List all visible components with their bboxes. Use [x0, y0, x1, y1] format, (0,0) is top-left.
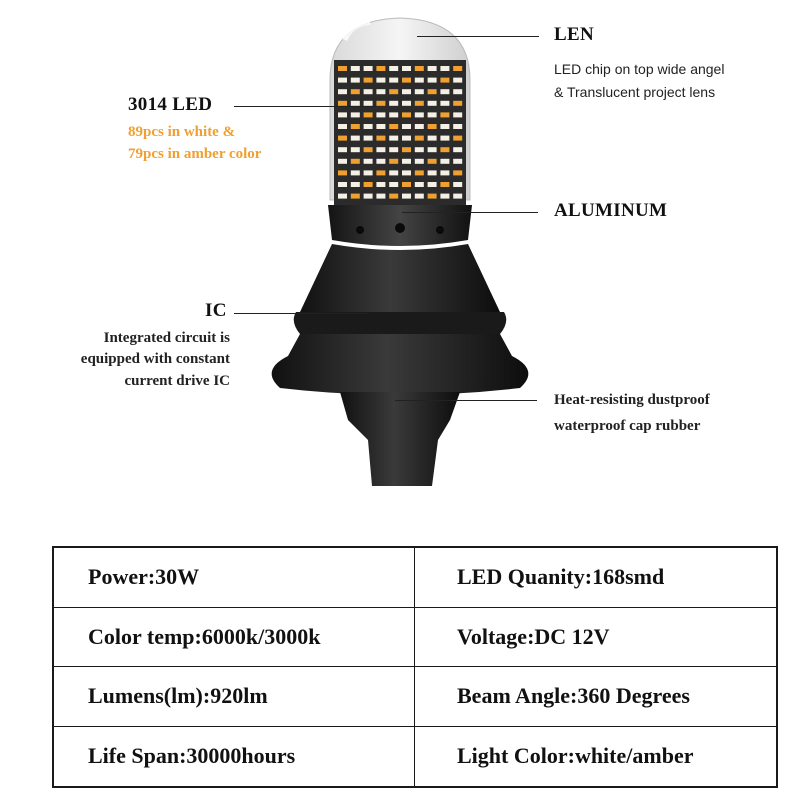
- led-chip: [428, 101, 437, 106]
- led-chip: [402, 112, 411, 117]
- led-chip: [351, 170, 360, 175]
- led-chip: [453, 136, 462, 141]
- led-chip: [402, 194, 411, 199]
- led-chip: [428, 159, 437, 164]
- spec-table: [52, 546, 778, 788]
- rubber-desc-line2: waterproof cap rubber: [554, 418, 701, 434]
- led-chip: [338, 159, 347, 164]
- led-chip: [428, 78, 437, 83]
- led-chip: [338, 78, 347, 83]
- led-chip: [364, 170, 373, 175]
- led-chip: [428, 112, 437, 117]
- led-chip: [440, 147, 449, 152]
- led-chip: [364, 147, 373, 152]
- led-chip: [338, 66, 347, 71]
- led-chip: [453, 66, 462, 71]
- led-chip: [415, 170, 424, 175]
- rubber-flange: [272, 334, 529, 395]
- led-chip: [440, 170, 449, 175]
- spec-color-temp: Color temp:6000k/3000k: [54, 608, 415, 668]
- len-desc-line1: LED chip on top wide angel: [554, 61, 725, 77]
- len-title: LEN: [554, 24, 594, 45]
- led-chip: [402, 89, 411, 94]
- led-chip: [364, 159, 373, 164]
- ic-desc-line2: equipped with constant: [80, 351, 230, 367]
- led-chip: [351, 112, 360, 117]
- led-chip: [389, 78, 398, 83]
- led-chip: [338, 136, 347, 141]
- led-title: 3014 LED: [128, 94, 213, 115]
- led-chip: [364, 66, 373, 71]
- rubber-ridge: [294, 312, 507, 334]
- rubber-cap-top: [300, 244, 500, 312]
- led-chip: [338, 89, 347, 94]
- led-chip: [351, 78, 360, 83]
- led-chip: [389, 147, 398, 152]
- led-chip: [440, 159, 449, 164]
- led-chip: [402, 182, 411, 187]
- led-chip: [389, 182, 398, 187]
- spec-beam-angle: Beam Angle:360 Degrees: [415, 667, 776, 727]
- led-chip: [415, 112, 424, 117]
- led-chip: [376, 194, 385, 199]
- led-chip: [364, 136, 373, 141]
- led-chip: [389, 136, 398, 141]
- spec-lumens: Lumens(lm):920lm: [54, 667, 415, 727]
- led-chip: [376, 136, 385, 141]
- led-chip: [428, 182, 437, 187]
- led-chip: [389, 66, 398, 71]
- led-chip: [376, 112, 385, 117]
- led-chip: [440, 182, 449, 187]
- rubber-desc-line1: Heat-resisting dustproof: [554, 392, 710, 408]
- led-chip: [402, 66, 411, 71]
- led-desc-line2: 79pcs in amber color: [128, 146, 262, 162]
- led-chip: [415, 89, 424, 94]
- led-chip: [440, 66, 449, 71]
- led-desc-line1: 89pcs in white &: [128, 124, 236, 140]
- led-chip: [389, 89, 398, 94]
- spec-led-quantity: LED Quanity:168smd: [415, 548, 776, 608]
- led-chip: [376, 78, 385, 83]
- led-chip: [364, 124, 373, 129]
- led-chip: [351, 194, 360, 199]
- led-chip: [428, 136, 437, 141]
- led-chip: [364, 78, 373, 83]
- led-chip: [376, 147, 385, 152]
- led-chip: [351, 147, 360, 152]
- ic-title: IC: [205, 300, 227, 321]
- led-chip: [351, 66, 360, 71]
- led-chip: [376, 89, 385, 94]
- spec-voltage: Voltage:DC 12V: [415, 608, 776, 668]
- led-chip: [351, 182, 360, 187]
- led-chip: [376, 124, 385, 129]
- led-chip: [389, 159, 398, 164]
- led-chip: [453, 78, 462, 83]
- led-chip: [389, 112, 398, 117]
- led-chip: [402, 101, 411, 106]
- led-chip: [415, 66, 424, 71]
- led-chip: [453, 101, 462, 106]
- led-chip: [415, 124, 424, 129]
- led-chip: [364, 182, 373, 187]
- led-chip: [402, 170, 411, 175]
- led-chip: [440, 136, 449, 141]
- len-desc-line2: & Translucent project lens: [554, 84, 716, 100]
- led-chip: [364, 194, 373, 199]
- led-chip: [453, 194, 462, 199]
- spec-power: Power:30W: [54, 548, 415, 608]
- ic-desc-line3: current drive IC: [124, 373, 230, 389]
- led-chip: [453, 170, 462, 175]
- bulb-base: [340, 392, 460, 486]
- led-chip: [415, 159, 424, 164]
- led-chip: [376, 66, 385, 71]
- led-chip: [453, 147, 462, 152]
- led-chip: [440, 78, 449, 83]
- led-chip: [415, 136, 424, 141]
- led-chip: [402, 78, 411, 83]
- led-chip: [453, 159, 462, 164]
- led-chip: [428, 170, 437, 175]
- led-chip: [376, 159, 385, 164]
- led-chip: [376, 182, 385, 187]
- led-chip: [364, 89, 373, 94]
- led-chip: [402, 147, 411, 152]
- led-chip: [453, 182, 462, 187]
- led-chip: [338, 182, 347, 187]
- led-chip: [389, 124, 398, 129]
- led-chip: [440, 124, 449, 129]
- led-chip: [415, 182, 424, 187]
- led-chip: [351, 124, 360, 129]
- led-chip: [389, 194, 398, 199]
- led-chip: [389, 170, 398, 175]
- led-chip: [402, 124, 411, 129]
- led-chip: [428, 124, 437, 129]
- led-chip: [453, 89, 462, 94]
- led-chip: [440, 101, 449, 106]
- led-chip: [415, 78, 424, 83]
- led-chip: [376, 170, 385, 175]
- led-chip: [428, 66, 437, 71]
- led-chip: [440, 89, 449, 94]
- led-chip: [428, 194, 437, 199]
- led-chip: [440, 194, 449, 199]
- led-chip: [428, 147, 437, 152]
- spec-life-span: Life Span:30000hours: [54, 727, 415, 787]
- led-chip: [351, 136, 360, 141]
- ic-desc-line1: Integrated circuit is: [103, 330, 230, 346]
- led-chip: [351, 89, 360, 94]
- led-chip: [440, 112, 449, 117]
- led-chip: [402, 159, 411, 164]
- led-chip: [415, 101, 424, 106]
- led-chip: [415, 194, 424, 199]
- spec-light-color: Light Color:white/amber: [457, 743, 694, 769]
- led-chip: [389, 101, 398, 106]
- led-chip: [338, 112, 347, 117]
- led-chip: [364, 112, 373, 117]
- led-chip: [453, 112, 462, 117]
- led-chip: [338, 194, 347, 199]
- led-chip: [428, 89, 437, 94]
- led-chip: [415, 147, 424, 152]
- led-chip: [338, 170, 347, 175]
- aluminum-title: ALUMINUM: [554, 200, 668, 221]
- led-chip: [402, 136, 411, 141]
- led-chip: [351, 159, 360, 164]
- led-chip: [376, 101, 385, 106]
- led-chip: [453, 124, 462, 129]
- led-chip: [338, 124, 347, 129]
- led-chip: [338, 147, 347, 152]
